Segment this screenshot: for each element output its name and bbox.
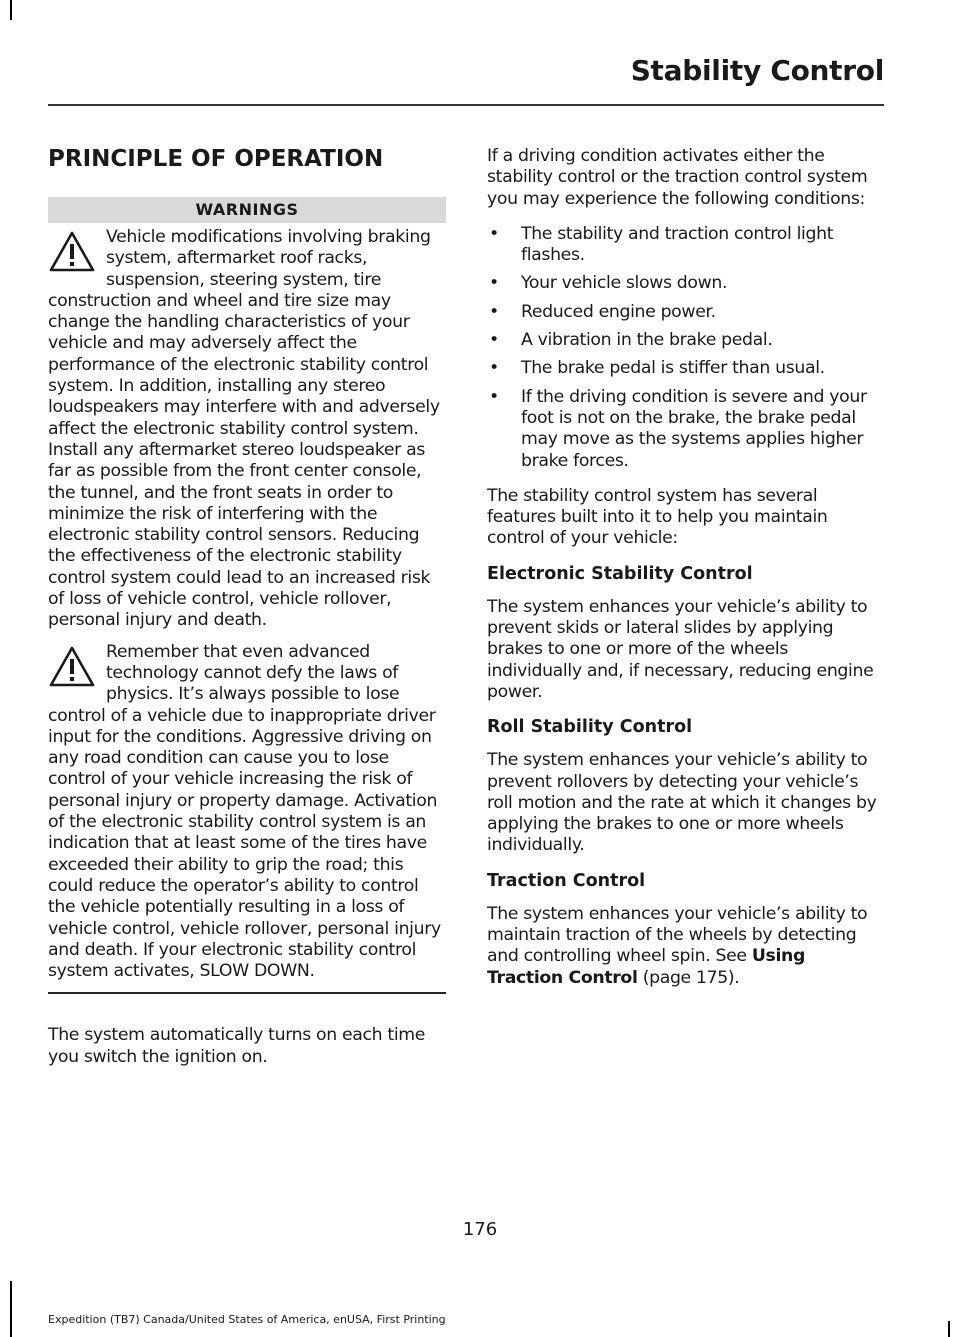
warning-item: [48, 227, 446, 632]
bullet-icon: •: [489, 223, 499, 244]
crop-mark-top-left: [10, 0, 12, 20]
list-item: • Reduced engine power.: [489, 301, 716, 322]
warning-item: [48, 642, 446, 983]
tc-text: The system enhances your vehicle’s ability to maintain traction of the wheels by detecting and controlling wheel spin. See: [487, 903, 868, 967]
header-rule: [48, 104, 884, 106]
warning-triangle-icon: [48, 229, 96, 273]
tc-heading: Traction Control: [487, 870, 646, 891]
page-number: 176: [462, 1219, 498, 1240]
section-title: PRINCIPLE OF OPERATION: [48, 146, 384, 172]
bullet-icon: •: [489, 358, 499, 379]
page-reference: (page 175).: [642, 967, 740, 988]
list-item: • The stability and traction control light flashes.: [489, 223, 834, 266]
right-column: [487, 146, 881, 1003]
rsc-heading: Roll Stability Control: [487, 717, 693, 738]
list-item: • Your vehicle slows down.: [489, 273, 728, 294]
features-intro: The stability control system has several features built into it to help you maintain control of your vehicle:: [487, 485, 828, 549]
auto-on-paragraph: The system automatically turns on each time you switch the ignition on.: [48, 1025, 426, 1067]
footer-text: Expedition (TB7) Canada/United States of America, enUSA, First Printing: [48, 1313, 446, 1326]
warnings-heading: WARNINGS: [48, 197, 446, 223]
warning-text: Remember that even advanced technology cannot defy the laws of physics. It’s always possible to lose control of a vehicle due to inappropriate driver input for the conditions. Aggressive driving on any road condition can cause you to lose control of your vehicle increasing the risk of personal injury or property damage. Activation of the electronic stability control system is an indication that at least some of the tires have exceeded their ability to grip the road; this could reduce the operator’s ability to control the vehicle potentially resulting in a loss of vehicle control, vehicle rollover, personal injury and death. If your electronic stability control system activates, SLOW DOWN.: [48, 641, 441, 982]
bullet-icon: •: [489, 330, 499, 351]
crop-mark-bottom-left: [10, 1281, 12, 1337]
list-item: • If the driving condition is severe and your foot is not on the brake, the brake pedal may move as the systems applies higher brake forces.: [489, 386, 867, 471]
warning-text: Vehicle modifications involving braking system, aftermarket roof racks, suspension, steering system, tire construction and wheel and tire size may change the handling characteristics of your vehicle and may adversely affect the performance of the electronic stability control system. In addition, installing any stereo loudspeakers may interfere with and adversely affect the electronic stability control system. Install any aftermarket stereo loudspeaker as far as possible from the front center console, the tunnel, and the front seats in order to minimize the risk of interfering with the electronic stability control sensors. Reducing the effectiveness of the electronic stability control system could lead to an increased risk of loss of vehicle control, vehicle rollover, personal injury and death.: [48, 227, 440, 631]
list-item: • The brake pedal is stiffer than usual.: [489, 358, 825, 379]
running-header: Stability Control: [630, 54, 884, 87]
esc-paragraph: The system enhances your vehicle’s ability to prevent skids or lateral slides by applying brakes to one or more of the wheels individually and, if necessary, reducing engine power.: [487, 596, 874, 702]
crop-mark-bottom-right: [948, 1321, 950, 1337]
warnings-end-rule: [48, 992, 446, 994]
bullet-icon: •: [489, 273, 499, 294]
conditions-intro: If a driving condition activates either the stability control or the traction control system you may experience the following conditions:: [487, 146, 868, 209]
bullet-icon: •: [489, 301, 499, 322]
tc-paragraph: [487, 904, 881, 989]
bullet-icon: •: [489, 386, 499, 407]
rsc-paragraph: The system enhances your vehicle’s ability to prevent rollovers by detecting your vehicle’s roll motion and the rate at which it changes by applying the brakes to one or more wheels individually.: [487, 750, 877, 856]
conditions-list: [487, 224, 881, 472]
using-traction-control-link[interactable]: Using Traction Control: [487, 946, 805, 988]
left-column: [48, 146, 446, 1082]
list-item: • A vibration in the brake pedal.: [489, 330, 773, 351]
esc-heading: Electronic Stability Control: [487, 563, 753, 584]
warning-triangle-icon: [48, 644, 96, 688]
